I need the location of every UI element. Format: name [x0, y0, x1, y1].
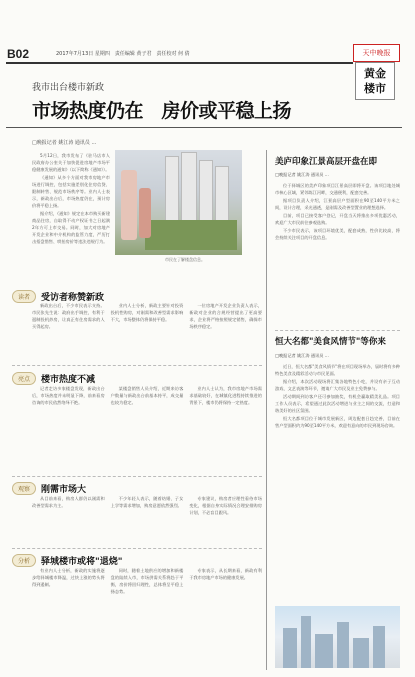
photo-building — [199, 160, 213, 222]
photo-building — [165, 156, 179, 222]
section-divider — [12, 548, 262, 549]
right-story-paragraph: 活动期间到访客户还可参加抽奖，有机会赢取精美礼品。项目工作人员表示，希望通过此次活动增进与业主之间的交流，打造和谐美好的社区氛围。 — [275, 394, 400, 413]
section-badge-line-1: 黄金 — [364, 67, 386, 80]
right-story-body — [275, 363, 400, 601]
right-story-paragraph: 据介绍，本次活动现场将汇集各地特色小吃，并设有亲子互动游戏、文艺表演等环节，邀请广大市民及业主免费参与。 — [275, 379, 400, 391]
lead-intro-paragraph: 5月12日，我市发布了《驻马店市人民政府办公室关于加快促进房地产市场平稳健康发展的通知》（以下简称《通知》）。 — [32, 153, 110, 172]
newspaper-logo: 天中晚报 — [353, 44, 400, 62]
photo-tower — [353, 638, 369, 668]
section-paragraph: 从目前来看，购房人群仍以刚需和改善型需求为主。 — [32, 496, 105, 508]
top-rule — [6, 62, 353, 64]
section-paragraph: 业内人士分析，新政主要针对投资投机性购房，对刚需和改善型需求影响不大，市场整体仍将保持平稳。 — [110, 303, 184, 322]
section-body — [32, 567, 262, 667]
section-tag: 观察 — [12, 482, 36, 495]
lead-photo — [115, 150, 242, 255]
section-divider — [12, 476, 262, 477]
right-story-byline: □晚报记者 姚江涛 通讯员 ... — [275, 172, 329, 177]
section-body — [32, 495, 262, 545]
lead-intro-paragraph: 据介绍，《通知》规定在本市购买新建商品住房，自取得不动产权证书之日起满2年方可上市交易。同时，加大对房地产开发企业和中介机构的监管力度，严厉打击捂盘惜售、哄抬房价等违法违规行为。 — [32, 211, 110, 244]
right-story-title: 恒大名都"美食风情节"等你来 — [275, 337, 386, 347]
right-story-body — [275, 182, 400, 327]
lead-byline: □晚报记者 姚江涛 通讯员 ... — [32, 140, 97, 146]
lead-kicker: 我市出台楼市新政 — [32, 83, 105, 93]
right-story-paragraph: 恒大名都项目位于城市发展新区，周边配套日趋完善，目前在售户型面积约为90至140平方米，欢迎有意向的市民到现场咨询。 — [275, 416, 400, 428]
section-header — [12, 554, 122, 567]
photo-caption: 市民在了解楼盘信息。 — [165, 257, 205, 262]
photo-tower — [283, 628, 297, 668]
section-title: 楼市热度不减 — [41, 375, 96, 385]
section-title: 受访者称赞新政 — [41, 293, 105, 303]
section-paragraph: 同时，随着土地供应的增加和新楼盘的陆续入市，市场供需关系将趋于平衡，房价将回归理性，总体将呈平稳上扬态势。 — [110, 568, 184, 594]
section-title: 刚需市场大 — [41, 485, 87, 495]
section-paragraph: 一位房地产开发企业负责人表示，新政对企业的合规经营提出了更高要求，企业将严格按照规定销售，确保市场秩序稳定。 — [189, 303, 262, 329]
right-story-title: 美庐印象江景高层开盘在即 — [275, 157, 378, 167]
photo-person — [139, 188, 151, 238]
section-tag: 亮点 — [12, 372, 36, 385]
section-paragraph: 不少年轻人表示，随着结婚、子女上学等需求增加，购房意愿依然强烈。 — [110, 496, 184, 508]
section-badge-line-2: 楼市 — [364, 82, 386, 95]
skyline-photo — [275, 606, 400, 668]
photo-tower — [315, 634, 333, 668]
section-paragraph: 某楼盘销售人员介绍，近期来访客户数量与新政出台前基本持平，成交量也较为稳定。 — [110, 386, 184, 405]
section-paragraph: 业内人士认为，我市房地产市场需求基础较好，在城镇化进程持续推进的背景下，楼市仍将保持一定热度。 — [189, 386, 262, 405]
photo-tower — [337, 622, 349, 668]
section-title: 驿城楼市或将"退烧" — [41, 557, 123, 567]
column-divider — [266, 150, 267, 670]
lead-intro-column — [32, 152, 110, 277]
section-paragraph: 专家表示，从长期来看，新政有利于我市房地产市场的健康发展。 — [189, 568, 262, 580]
section-paragraph: 新政出台后，不少市民表示支持。市民张先生说：政府出手调控，有利于遏制投机炒房，让真正有住房需求的人买得起房。 — [32, 303, 105, 329]
lead-headline: 市场热度仍在 房价或平稳上扬 — [32, 100, 292, 122]
right-story-paragraph: 目前，项目已接受客户登记，开盘当天将推出多项优惠活动，欢迎广大市民前往参观选购。 — [275, 213, 400, 225]
right-divider — [275, 330, 400, 331]
right-story-paragraph: 近日，恒大名都"美食风情节"将在项目现场举办，届时将有多种特色美食及精彩活动与市民见面。 — [275, 364, 400, 376]
section-tag: 读者 — [12, 290, 36, 303]
photo-tower — [301, 616, 311, 668]
headline-rule — [6, 127, 402, 128]
section-badge — [355, 62, 395, 100]
page-number: B02 — [7, 47, 30, 61]
section-body — [32, 385, 262, 473]
photo-person — [121, 170, 137, 240]
section-header — [12, 482, 86, 495]
right-story-paragraph: 不少市民表示，该项目环境优美，配套成熟，性价比较高，将会持续关注项目的开盘信息。 — [275, 228, 400, 240]
photo-building — [181, 152, 197, 222]
right-story-byline: □晚报记者 姚江涛 通讯员 ... — [275, 353, 329, 358]
section-divider — [12, 365, 262, 366]
photo-sand-table — [145, 220, 237, 250]
right-story-paragraph: 位于驿城区的美庐印象项目江景高层即将开盘。该项目地处城市核心区域，紧邻练江河畔，交通便利，配套完善。 — [275, 183, 400, 195]
photo-tower — [373, 626, 385, 668]
section-paragraph: 记者走访多家楼盘发现，新政出台后，市场热度并未明显下降，前来看房咨询的市民依然络绎不绝。 — [32, 386, 105, 405]
photo-building — [215, 166, 229, 222]
right-story-paragraph: 据项目负责人介绍，江景高层户型面积在90至140平方米之间，设计合理，采光通透，是刚需及改善型置业的理想选择。 — [275, 198, 400, 210]
page-meta: 2017年7月13日 星期四 责任编辑 黄子君 责任校对 何 倩 — [56, 51, 190, 57]
lead-intro-paragraph: 《通知》从多个方面对我市房地产市场进行调控，包括实施差别化住房信贷、限制转售、规范市场秩序等。业内人士表示，新政出台后，市场热度仍在，预计房价将平稳上扬。 — [32, 175, 110, 208]
section-paragraph: 有业内人士分析，新政的实施将逐步给驿城楼市降温，过快上涨的势头将得到遏制。 — [32, 568, 105, 587]
section-paragraph: 专家建议，购房者应理性看待市场变化，根据自身实际情况合理安排购房计划，不必盲目跟风。 — [189, 496, 262, 515]
section-body — [32, 302, 262, 362]
section-header — [12, 372, 95, 385]
section-tag: 分析 — [12, 554, 36, 567]
